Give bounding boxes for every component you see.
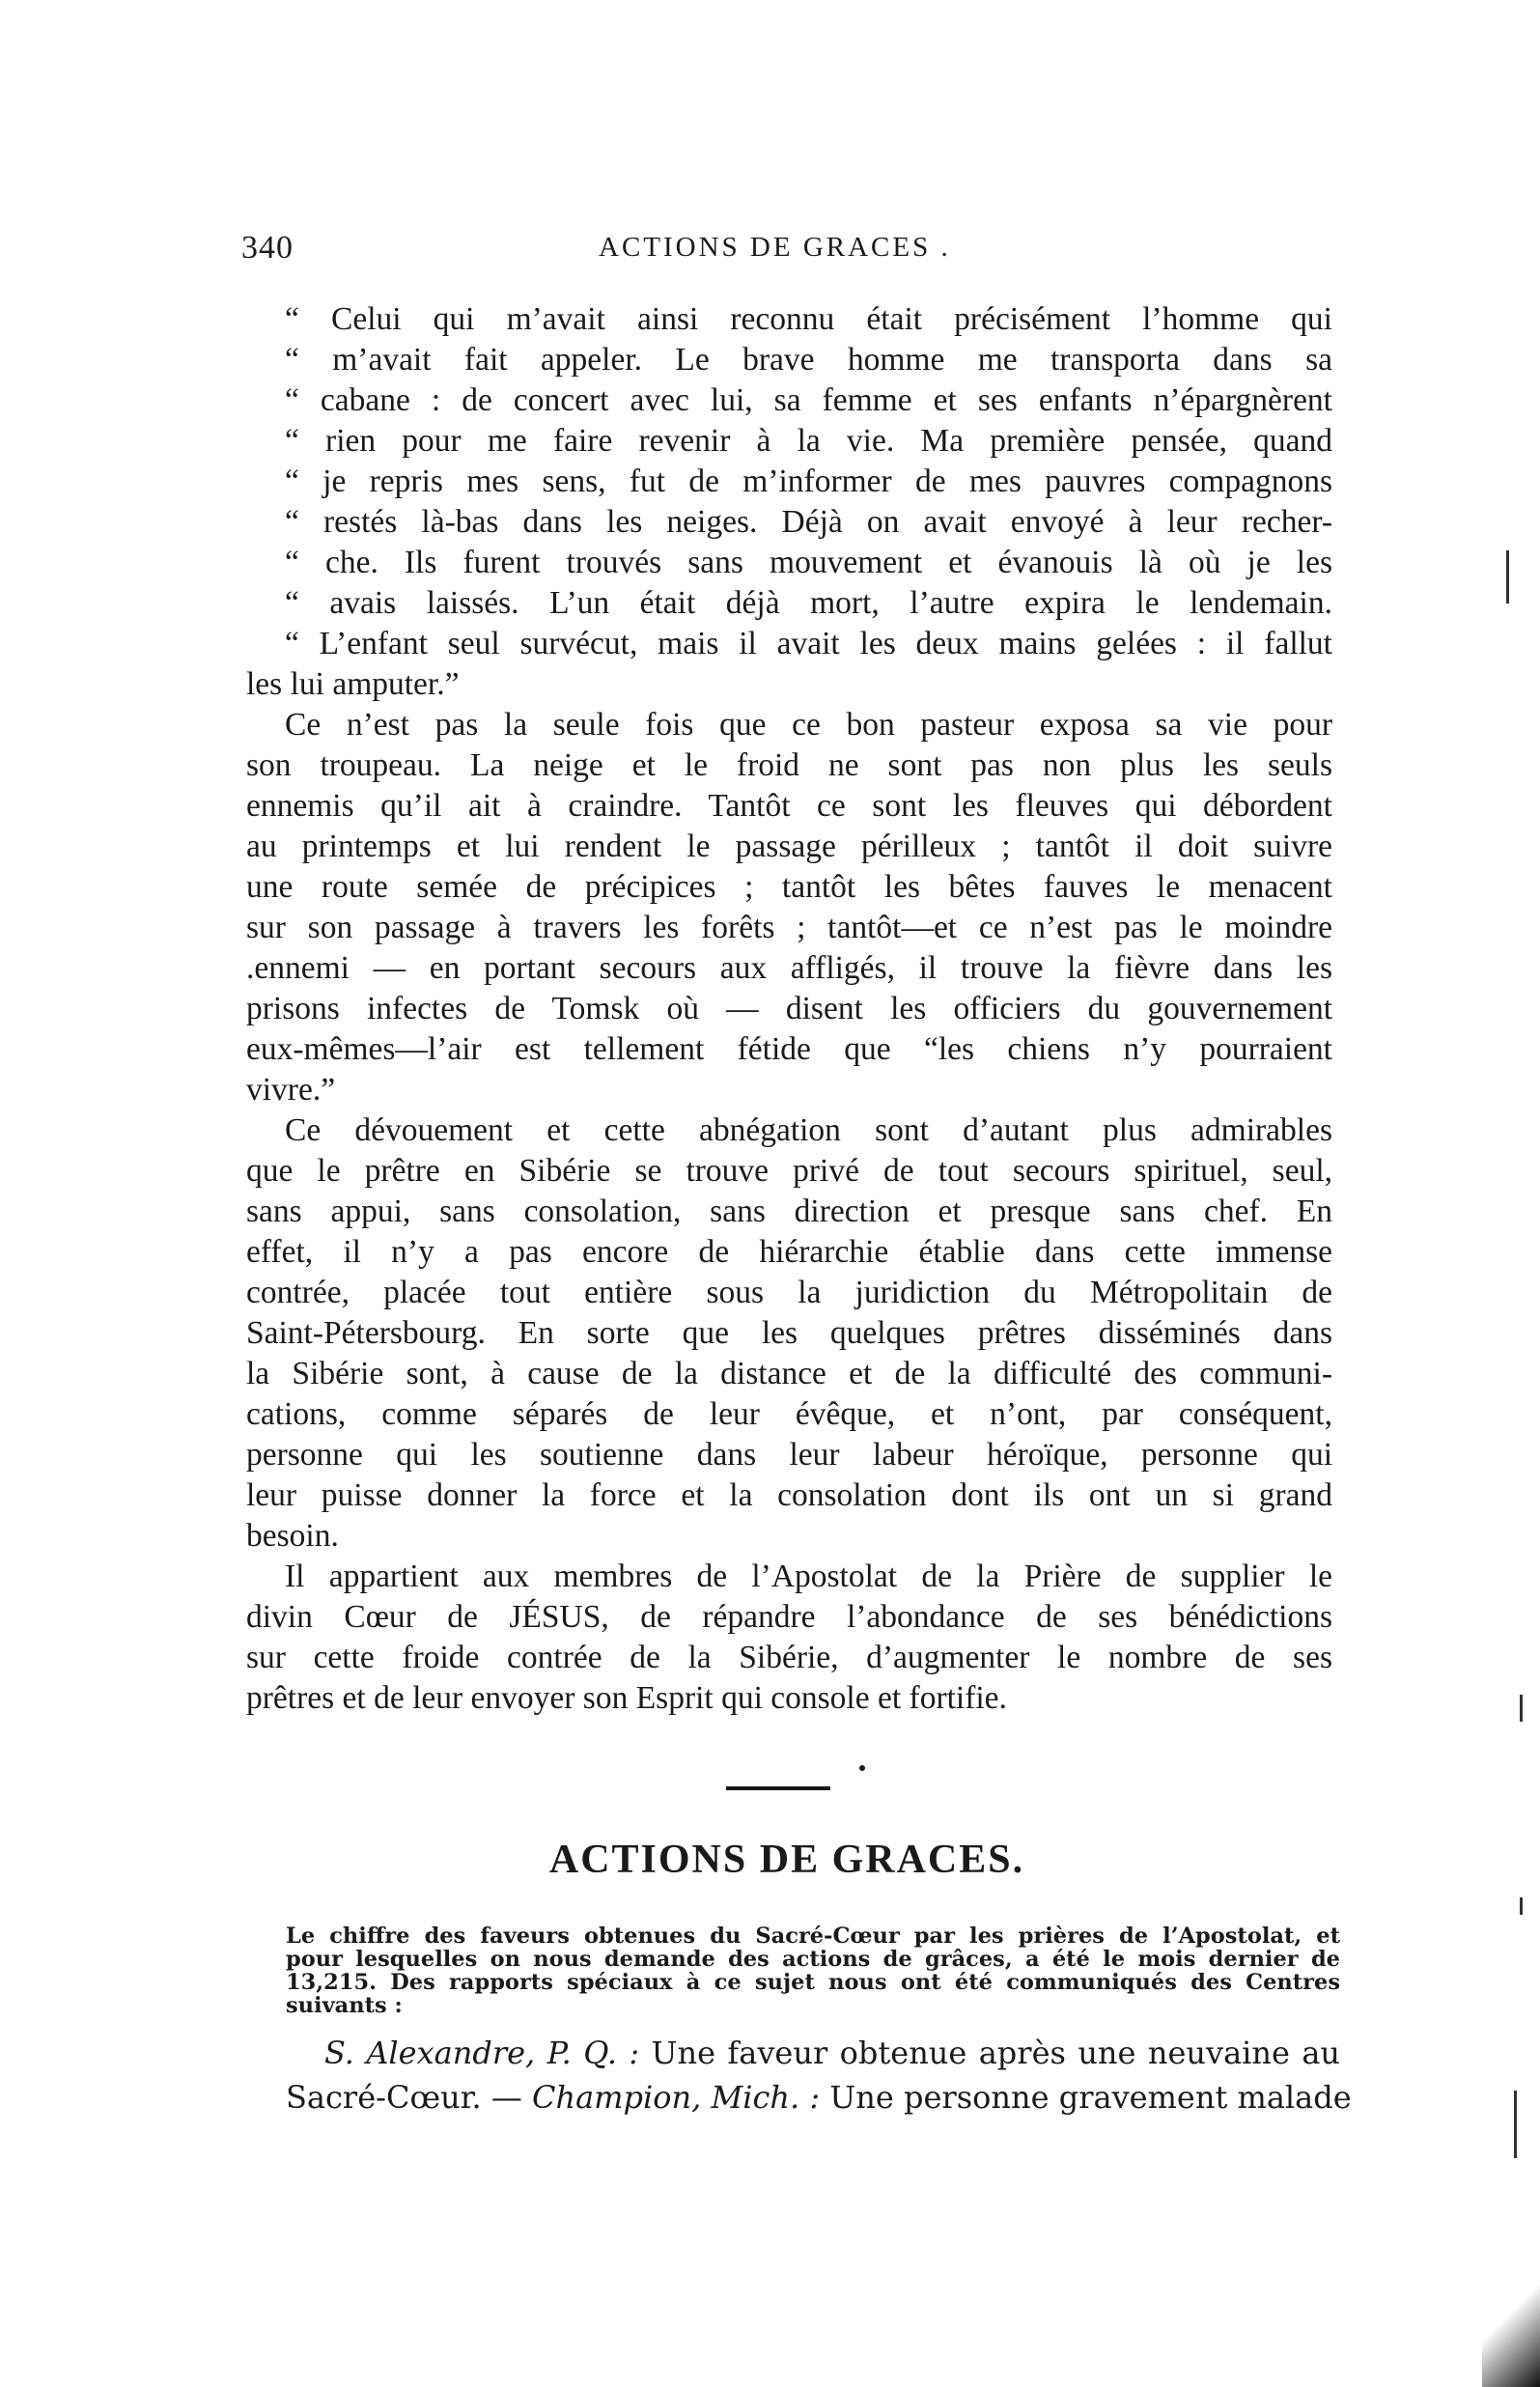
intro-line: pour lesquelles on nous demande des actions de grâces, a été le mois dernier de — [286, 1947, 1340, 1972]
running-title: ACTIONS DE GRACES . — [599, 232, 951, 263]
text-line: Saint-Pétersbourg. En sorte que les quelques prêtres disséminés dans — [246, 1315, 1332, 1351]
entry-place: Champion, Mich. : — [532, 2079, 821, 2116]
text-line: sur son passage à travers les forêts ; tantôt—et ce n’est pas le moindre — [246, 910, 1332, 945]
text-line: la Sibérie sont, à cause de la distance et de la difficulté des communi- — [246, 1356, 1332, 1391]
margin-mark — [1506, 550, 1509, 604]
text-line: “ je repris mes sens, fut de m’informer de mes pauvres compagnons — [285, 463, 1332, 499]
text-line: .ennemi — en portant secours aux affligés, il trouve la fièvre dans les — [246, 950, 1332, 986]
text-line: les lui amputer.” — [246, 666, 460, 702]
entry-place: S. Alexandre, P. Q. : — [324, 2035, 640, 2071]
margin-mark — [1520, 1897, 1523, 1915]
text-line: sans appui, sans consolation, sans direction et presque sans chef. En — [246, 1194, 1332, 1229]
section-separator — [726, 1786, 830, 1790]
text-line: “ restés là-bas dans les neiges. Déjà on avait envoyé à leur recher- — [285, 504, 1332, 540]
page-number: 340 — [241, 230, 294, 266]
text-line: personne qui les soutienne dans leur labeur héroïque, personne qui — [246, 1437, 1332, 1473]
text-line: son troupeau. La neige et le froid ne sont pas non plus les seuls — [246, 747, 1332, 783]
entries — [286, 2031, 1352, 2120]
section-intro — [286, 1924, 1340, 2017]
text-line: effet, il n’y a pas encore de hiérarchie établie dans cette immense — [246, 1234, 1332, 1270]
text-line: “ cabane : de concert avec lui, sa femme et ses enfants n’épargnèrent — [285, 382, 1332, 418]
text-line: “ avais laissés. L’un était déjà mort, l’autre expira le lendemain. — [285, 585, 1332, 621]
body-text — [246, 299, 1332, 1719]
text-line: prêtres et de leur envoyer son Esprit qui console et fortifie. — [246, 1680, 1007, 1716]
text-line: “ m’avait fait appeler. Le brave homme me transporta dans sa — [285, 342, 1332, 378]
text-line: divin Cœur de JÉSUS, de répandre l’abondance de ses bénédictions — [246, 1599, 1332, 1635]
margin-mark — [1520, 1695, 1523, 1722]
entry-prefix: Sacré-Cœur. — — [286, 2079, 532, 2116]
text-line: ennemis qu’il ait à craindre. Tantôt ce sont les fleuves qui débordent — [246, 788, 1332, 824]
text-line: Ce dévouement et cette abnégation sont d’autant plus admirables — [285, 1112, 1332, 1148]
text-line: prisons infectes de Tomsk où — disent les officiers du gouvernement — [246, 991, 1332, 1026]
text-line: cations, comme séparés de leur évêque, et n’ont, par conséquent, — [246, 1396, 1332, 1432]
text-line: que le prêtre en Sibérie se trouve privé de tout secours spirituel, seul, — [246, 1153, 1332, 1189]
section-title: ACTIONS DE GRACES. — [548, 1838, 1025, 1882]
entry-text: Une faveur obtenue après une neuvaine au — [639, 2035, 1341, 2071]
text-line: eux-mêmes—l’air est tellement fétide que “les chiens n’y pourraient — [246, 1031, 1332, 1067]
page-corner-shadow — [1482, 2271, 1540, 2387]
text-line: “ che. Ils furent trouvés sans mouvement et évanouis là où je les — [285, 545, 1332, 580]
entry-line — [286, 2031, 1340, 2075]
margin-mark — [1514, 2091, 1517, 2158]
text-line: besoin. — [246, 1518, 339, 1554]
text-line: “ rien pour me faire revenir à la vie. Ma première pensée, quand — [285, 423, 1332, 459]
text-line: vivre.” — [246, 1072, 336, 1108]
text-line: contrée, placée tout entière sous la juridiction du Métropolitain de — [246, 1275, 1332, 1310]
entry-line — [286, 2075, 1352, 2120]
text-line: leur puisse donner la force et la consolation dont ils ont un si grand — [246, 1477, 1332, 1513]
separator-dot — [859, 1765, 865, 1771]
intro-line: Le chiffre des faveurs obtenues du Sacré-Cœur par les prières de l’Apostolat, et — [286, 1924, 1340, 1949]
text-line: Ce n’est pas la seule fois que ce bon pasteur exposa sa vie pour — [285, 707, 1332, 743]
running-head — [241, 230, 1342, 278]
intro-line: 13,215. Des rapports spéciaux à ce sujet nous ont été communiqués des Centres — [286, 1970, 1340, 1995]
entry-text: Une personne gravement malade — [820, 2079, 1352, 2116]
text-line: au printemps et lui rendent le passage périlleux ; tantôt il doit suivre — [246, 828, 1332, 864]
text-line: Il appartient aux membres de l’Apostolat de la Prière de supplier le — [285, 1559, 1332, 1594]
text-line: une route semée de précipices ; tantôt les bêtes fauves le menacent — [246, 869, 1332, 905]
intro-line: suivants : — [286, 1993, 403, 2018]
text-line: “ L’enfant seul survécut, mais il avait les deux mains gelées : il fallut — [285, 626, 1332, 661]
text-line: “ Celui qui m’avait ainsi reconnu était précisément l’homme qui — [285, 301, 1332, 337]
text-line: sur cette froide contrée de la Sibérie, d’augmenter le nombre de ses — [246, 1640, 1332, 1675]
